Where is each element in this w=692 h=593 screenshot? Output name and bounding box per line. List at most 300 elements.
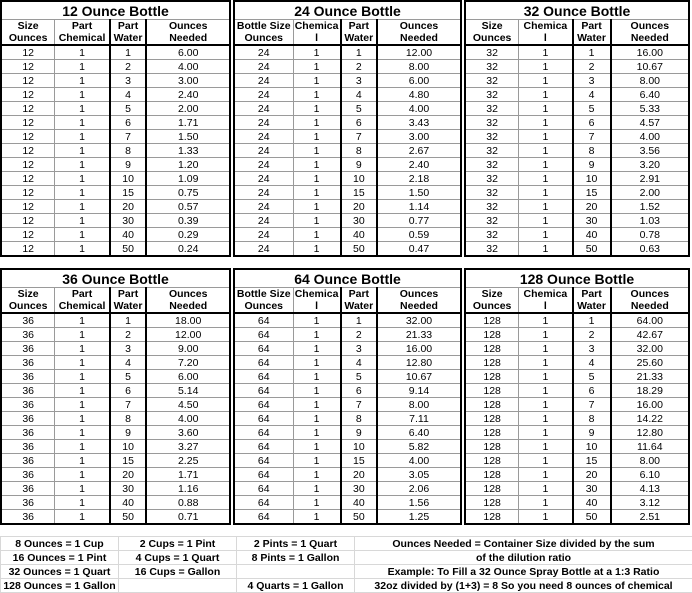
- cell-part-water: 40: [110, 496, 147, 510]
- cell-part-water: 2: [341, 60, 377, 74]
- column-header-part-water: Part: [341, 20, 377, 33]
- table-row: [234, 116, 461, 130]
- column-header-part-water: Water: [573, 32, 611, 45]
- column-header-ounces-needed: Ounces: [611, 288, 689, 301]
- table-row: [1, 242, 230, 257]
- cell-part-water: 7: [573, 398, 611, 412]
- cell-part-water: 50: [573, 510, 611, 525]
- cell-ounces-needed: 5.14: [146, 384, 230, 398]
- cell-ounces-needed: 2.18: [377, 172, 461, 186]
- table-row: [234, 398, 461, 412]
- cell-part-chemical: 1: [519, 468, 573, 482]
- cell-part-water: 15: [341, 454, 377, 468]
- column-header-ounces-needed: Ounces: [611, 20, 689, 33]
- cell-part-water: 20: [341, 200, 377, 214]
- cell-size: 64: [234, 328, 293, 342]
- table-row: [465, 454, 689, 468]
- cell-part-chemical: 1: [55, 468, 110, 482]
- cell-part-water: 15: [573, 186, 611, 200]
- cell-part-chemical: 1: [293, 116, 341, 130]
- cell-ounces-needed: 1.14: [377, 200, 461, 214]
- cell-part-chemical: 1: [293, 510, 341, 525]
- cell-part-water: 2: [341, 328, 377, 342]
- table-title: 128 Ounce Bottle: [465, 269, 689, 288]
- cell-part-water: 15: [341, 186, 377, 200]
- column-header-ounces-needed: Ounces: [146, 288, 230, 301]
- cell-size: 36: [1, 313, 55, 328]
- cell-ounces-needed: 3.00: [146, 74, 230, 88]
- cell-ounces-needed: 0.24: [146, 242, 230, 257]
- cell-part-chemical: 1: [519, 116, 573, 130]
- cell-part-water: 7: [341, 130, 377, 144]
- cell-part-chemical: 1: [55, 60, 110, 74]
- cell-part-water: 1: [110, 313, 147, 328]
- cell-part-chemical: 1: [293, 468, 341, 482]
- note-conversion: 32 Ounces = 1 Quart: [1, 565, 119, 579]
- table-row: [465, 116, 689, 130]
- cell-part-chemical: 1: [55, 200, 110, 214]
- cell-part-chemical: 1: [293, 130, 341, 144]
- cell-ounces-needed: 3.12: [611, 496, 689, 510]
- cell-ounces-needed: 1.50: [146, 130, 230, 144]
- table-row: [465, 172, 689, 186]
- note-formula: Example: To Fill a 32 Ounce Spray Bottle at a 1:3 Ratio: [355, 565, 692, 579]
- table-row: [465, 88, 689, 102]
- cell-ounces-needed: 4.50: [146, 398, 230, 412]
- cell-ounces-needed: 8.00: [377, 398, 461, 412]
- cell-part-chemical: 1: [519, 74, 573, 88]
- cell-part-water: 50: [110, 510, 147, 525]
- cell-size: 24: [234, 144, 293, 158]
- cell-size: 12: [1, 130, 55, 144]
- table-row: [234, 130, 461, 144]
- table-row: [1, 342, 230, 356]
- cell-ounces-needed: 4.13: [611, 482, 689, 496]
- cell-ounces-needed: 6.00: [377, 74, 461, 88]
- note-formula: Ounces Needed = Container Size divided by the sum: [355, 537, 692, 551]
- cell-part-chemical: 1: [519, 482, 573, 496]
- table-row: [234, 313, 461, 328]
- cell-size: 36: [1, 328, 55, 342]
- cell-part-chemical: 1: [519, 144, 573, 158]
- cell-size: 24: [234, 172, 293, 186]
- cell-size: 32: [465, 242, 519, 257]
- cell-size: 64: [234, 510, 293, 525]
- table-row: [465, 74, 689, 88]
- cell-size: 36: [1, 482, 55, 496]
- table-row: [1, 496, 230, 510]
- cell-ounces-needed: 1.71: [146, 116, 230, 130]
- cell-part-chemical: 1: [519, 398, 573, 412]
- table-row: [465, 45, 689, 60]
- cell-ounces-needed: 9.14: [377, 384, 461, 398]
- column-header-size: Ounces: [234, 300, 293, 313]
- cell-part-water: 15: [110, 454, 147, 468]
- cell-size: 128: [465, 454, 519, 468]
- column-header-part-water: Part: [341, 288, 377, 301]
- column-header-size: Ounces: [1, 32, 55, 45]
- cell-size: 12: [1, 60, 55, 74]
- table-row: [234, 88, 461, 102]
- cell-size: 128: [465, 426, 519, 440]
- cell-size: 32: [465, 130, 519, 144]
- cell-ounces-needed: 7.11: [377, 412, 461, 426]
- cell-size: 36: [1, 440, 55, 454]
- table-row: [1, 172, 230, 186]
- cell-part-chemical: 1: [55, 116, 110, 130]
- cell-part-water: 4: [110, 88, 147, 102]
- cell-ounces-needed: 16.00: [377, 342, 461, 356]
- cell-part-chemical: 1: [519, 130, 573, 144]
- cell-part-water: 3: [573, 342, 611, 356]
- cell-ounces-needed: 12.00: [146, 328, 230, 342]
- cell-part-water: 50: [341, 242, 377, 257]
- cell-part-chemical: 1: [55, 454, 110, 468]
- cell-part-water: 10: [573, 172, 611, 186]
- cell-ounces-needed: 0.75: [146, 186, 230, 200]
- cell-part-water: 9: [110, 158, 147, 172]
- cell-ounces-needed: 4.57: [611, 116, 689, 130]
- cell-part-chemical: 1: [293, 328, 341, 342]
- cell-ounces-needed: 4.00: [146, 60, 230, 74]
- cell-ounces-needed: 8.00: [377, 60, 461, 74]
- cell-part-chemical: 1: [519, 370, 573, 384]
- cell-part-chemical: 1: [55, 88, 110, 102]
- column-header-size: Size: [465, 288, 519, 301]
- cell-size: 24: [234, 200, 293, 214]
- cell-size: 64: [234, 412, 293, 426]
- cell-part-chemical: 1: [519, 412, 573, 426]
- table-row: [465, 342, 689, 356]
- cell-ounces-needed: 10.67: [611, 60, 689, 74]
- notes-row: [1, 537, 692, 551]
- column-header-part-chemical: Part: [55, 20, 110, 33]
- table-row: [465, 370, 689, 384]
- cell-size: 32: [465, 172, 519, 186]
- cell-ounces-needed: 25.60: [611, 356, 689, 370]
- cell-ounces-needed: 18.00: [146, 313, 230, 328]
- cell-part-chemical: 1: [519, 60, 573, 74]
- cell-size: 36: [1, 342, 55, 356]
- cell-part-chemical: 1: [293, 60, 341, 74]
- cell-part-chemical: 1: [519, 356, 573, 370]
- cell-size: 12: [1, 144, 55, 158]
- cell-ounces-needed: 3.00: [377, 130, 461, 144]
- table-title: 36 Ounce Bottle: [1, 269, 230, 288]
- column-header-size: Bottle Size: [234, 288, 293, 301]
- cell-part-water: 3: [110, 74, 147, 88]
- cell-size: 64: [234, 398, 293, 412]
- cell-ounces-needed: 0.63: [611, 242, 689, 257]
- cell-part-chemical: 1: [293, 440, 341, 454]
- cell-part-chemical: 1: [293, 398, 341, 412]
- cell-part-chemical: 1: [519, 45, 573, 60]
- cell-size: 32: [465, 116, 519, 130]
- cell-ounces-needed: 5.33: [611, 102, 689, 116]
- cell-part-chemical: 1: [293, 356, 341, 370]
- cell-part-chemical: 1: [55, 370, 110, 384]
- cell-part-water: 10: [110, 440, 147, 454]
- cell-part-water: 2: [110, 60, 147, 74]
- cell-part-water: 6: [573, 116, 611, 130]
- notes-row: [1, 579, 692, 593]
- table-row: [1, 74, 230, 88]
- cell-part-water: 8: [341, 144, 377, 158]
- cell-part-water: 5: [573, 370, 611, 384]
- cell-size: 36: [1, 496, 55, 510]
- cell-part-water: 5: [341, 370, 377, 384]
- note-conversion: 4 Quarts = 1 Gallon: [237, 579, 355, 593]
- cell-part-chemical: 1: [55, 102, 110, 116]
- cell-part-chemical: 1: [293, 412, 341, 426]
- note-formula: of the dilution ratio: [355, 551, 692, 565]
- cell-part-chemical: 1: [519, 158, 573, 172]
- cell-ounces-needed: 32.00: [377, 313, 461, 328]
- column-header-ounces-needed: Ounces: [377, 288, 461, 301]
- table-64-ounce-bottle: [233, 268, 462, 525]
- cell-size: 32: [465, 186, 519, 200]
- cell-part-water: 5: [341, 102, 377, 116]
- cell-part-water: 20: [110, 200, 147, 214]
- cell-part-chemical: 1: [519, 496, 573, 510]
- cell-part-water: 1: [341, 45, 377, 60]
- cell-ounces-needed: 5.82: [377, 440, 461, 454]
- cell-part-chemical: 1: [293, 200, 341, 214]
- column-header-size: Size: [465, 20, 519, 33]
- table-row: [234, 426, 461, 440]
- cell-ounces-needed: 42.67: [611, 328, 689, 342]
- column-header-part-chemical: Chemical: [55, 32, 110, 45]
- cell-part-water: 30: [110, 214, 147, 228]
- cell-part-chemical: 1: [293, 88, 341, 102]
- cell-part-water: 6: [573, 384, 611, 398]
- note-formula: 32oz divided by (1+3) = 8 So you need 8 ounces of chemical: [355, 579, 692, 593]
- cell-size: 36: [1, 370, 55, 384]
- cell-size: 128: [465, 440, 519, 454]
- cell-ounces-needed: 3.60: [146, 426, 230, 440]
- cell-part-chemical: 1: [55, 186, 110, 200]
- cell-ounces-needed: 64.00: [611, 313, 689, 328]
- cell-size: 12: [1, 200, 55, 214]
- cell-ounces-needed: 2.67: [377, 144, 461, 158]
- cell-ounces-needed: 6.10: [611, 468, 689, 482]
- cell-ounces-needed: 1.52: [611, 200, 689, 214]
- column-header-ounces-needed: Ounces: [146, 20, 230, 33]
- cell-size: 64: [234, 313, 293, 328]
- table-row: [1, 102, 230, 116]
- cell-part-water: 3: [341, 74, 377, 88]
- column-header-ounces-needed: Needed: [377, 32, 461, 45]
- table-row: [1, 214, 230, 228]
- cell-size: 24: [234, 60, 293, 74]
- column-header-ounces-needed: Needed: [377, 300, 461, 313]
- column-header-part-chemical: l: [519, 32, 573, 45]
- cell-size: 128: [465, 370, 519, 384]
- cell-size: 12: [1, 88, 55, 102]
- cell-size: 24: [234, 116, 293, 130]
- note-conversion: 128 Ounces = 1 Gallon: [1, 579, 119, 593]
- column-header-part-chemical: Chemical: [55, 300, 110, 313]
- cell-ounces-needed: 0.88: [146, 496, 230, 510]
- cell-part-chemical: 1: [55, 482, 110, 496]
- table-row: [465, 200, 689, 214]
- cell-size: 12: [1, 228, 55, 242]
- table-row: [1, 60, 230, 74]
- cell-part-chemical: 1: [293, 158, 341, 172]
- cell-ounces-needed: 16.00: [611, 398, 689, 412]
- cell-ounces-needed: 2.51: [611, 510, 689, 525]
- table-row: [465, 482, 689, 496]
- cell-part-water: 2: [110, 328, 147, 342]
- cell-size: 12: [1, 172, 55, 186]
- cell-part-chemical: 1: [293, 102, 341, 116]
- table-row: [234, 342, 461, 356]
- notes-row: [1, 565, 692, 579]
- cell-size: 32: [465, 74, 519, 88]
- note-conversion: 8 Ounces = 1 Cup: [1, 537, 119, 551]
- table-title: 32 Ounce Bottle: [465, 1, 689, 20]
- table-row: [234, 356, 461, 370]
- cell-size: 128: [465, 412, 519, 426]
- cell-part-water: 15: [573, 454, 611, 468]
- column-header-ounces-needed: Needed: [146, 32, 230, 45]
- cell-size: 36: [1, 398, 55, 412]
- cell-part-water: 1: [573, 313, 611, 328]
- cell-part-water: 8: [573, 412, 611, 426]
- cell-part-water: 9: [341, 426, 377, 440]
- cell-part-water: 6: [341, 384, 377, 398]
- column-header-part-water: Water: [341, 32, 377, 45]
- column-header-part-water: Part: [573, 288, 611, 301]
- cell-size: 36: [1, 412, 55, 426]
- cell-part-water: 7: [341, 398, 377, 412]
- column-header-part-water: Part: [573, 20, 611, 33]
- table-row: [465, 426, 689, 440]
- cell-part-chemical: 1: [293, 384, 341, 398]
- cell-part-water: 50: [110, 242, 147, 257]
- table-row: [465, 228, 689, 242]
- cell-size: 12: [1, 74, 55, 88]
- cell-part-water: 5: [110, 370, 147, 384]
- cell-ounces-needed: 1.71: [146, 468, 230, 482]
- cell-size: 24: [234, 158, 293, 172]
- cell-part-chemical: 1: [293, 214, 341, 228]
- cell-ounces-needed: 4.80: [377, 88, 461, 102]
- note-conversion: 8 Pints = 1 Gallon: [237, 551, 355, 565]
- cell-size: 24: [234, 45, 293, 60]
- table-row: [234, 158, 461, 172]
- cell-part-chemical: 1: [293, 342, 341, 356]
- cell-part-water: 7: [573, 130, 611, 144]
- cell-part-water: 1: [573, 45, 611, 60]
- cell-ounces-needed: 3.27: [146, 440, 230, 454]
- table-row: [465, 130, 689, 144]
- cell-part-chemical: 1: [519, 426, 573, 440]
- cell-ounces-needed: 3.56: [611, 144, 689, 158]
- cell-size: 36: [1, 384, 55, 398]
- cell-size: 64: [234, 482, 293, 496]
- cell-part-chemical: 1: [55, 398, 110, 412]
- cell-ounces-needed: 14.22: [611, 412, 689, 426]
- cell-part-chemical: 1: [293, 144, 341, 158]
- cell-part-chemical: 1: [519, 328, 573, 342]
- table-row: [465, 328, 689, 342]
- cell-part-chemical: 1: [519, 342, 573, 356]
- cell-part-water: 5: [573, 102, 611, 116]
- cell-size: 128: [465, 468, 519, 482]
- cell-ounces-needed: 0.39: [146, 214, 230, 228]
- cell-ounces-needed: 4.00: [146, 412, 230, 426]
- cell-part-chemical: 1: [293, 186, 341, 200]
- cell-size: 32: [465, 60, 519, 74]
- cell-part-chemical: 1: [55, 130, 110, 144]
- cell-part-water: 40: [341, 228, 377, 242]
- table-24-ounce-bottle: [233, 0, 462, 257]
- note-conversion: 2 Pints = 1 Quart: [237, 537, 355, 551]
- cell-part-chemical: 1: [55, 496, 110, 510]
- cell-ounces-needed: 18.29: [611, 384, 689, 398]
- cell-size: 24: [234, 242, 293, 257]
- column-header-size: Ounces: [1, 300, 55, 313]
- cell-ounces-needed: 2.40: [377, 158, 461, 172]
- column-header-part-chemical: Chemica: [519, 20, 573, 33]
- table-row: [234, 482, 461, 496]
- cell-part-water: 10: [341, 440, 377, 454]
- cell-part-water: 40: [573, 496, 611, 510]
- cell-ounces-needed: 9.00: [146, 342, 230, 356]
- column-header-part-water: Water: [110, 300, 147, 313]
- cell-ounces-needed: 4.00: [377, 454, 461, 468]
- cell-ounces-needed: 4.00: [377, 102, 461, 116]
- cell-size: 24: [234, 228, 293, 242]
- cell-part-water: 4: [573, 88, 611, 102]
- table-12-ounce-bottle: [0, 0, 231, 257]
- table-row: [1, 482, 230, 496]
- table-row: [234, 454, 461, 468]
- cell-ounces-needed: 2.91: [611, 172, 689, 186]
- cell-size: 128: [465, 328, 519, 342]
- table-row: [1, 158, 230, 172]
- table-row: [465, 214, 689, 228]
- note-conversion: 16 Ounces = 1 Pint: [1, 551, 119, 565]
- cell-part-chemical: 1: [293, 496, 341, 510]
- table-row: [1, 45, 230, 60]
- cell-part-water: 3: [573, 74, 611, 88]
- cell-ounces-needed: 2.06: [377, 482, 461, 496]
- column-header-part-water: Water: [573, 300, 611, 313]
- table-row: [234, 102, 461, 116]
- table-row: [234, 384, 461, 398]
- cell-part-chemical: 1: [519, 228, 573, 242]
- cell-part-water: 7: [110, 130, 147, 144]
- table-32-ounce-bottle: [464, 0, 690, 257]
- cell-part-chemical: 1: [293, 172, 341, 186]
- cell-part-water: 20: [341, 468, 377, 482]
- table-row: [1, 88, 230, 102]
- column-header-part-water: Part: [110, 288, 147, 301]
- cell-ounces-needed: 0.78: [611, 228, 689, 242]
- column-header-size: Size: [1, 288, 55, 301]
- column-header-size: Bottle Size: [234, 20, 293, 33]
- note-conversion: [119, 579, 237, 593]
- cell-part-chemical: 1: [519, 214, 573, 228]
- column-header-part-chemical: Chemica: [519, 288, 573, 301]
- table-row: [465, 144, 689, 158]
- table-row: [465, 398, 689, 412]
- cell-ounces-needed: 6.00: [146, 45, 230, 60]
- table-row: [465, 440, 689, 454]
- cell-part-water: 8: [110, 144, 147, 158]
